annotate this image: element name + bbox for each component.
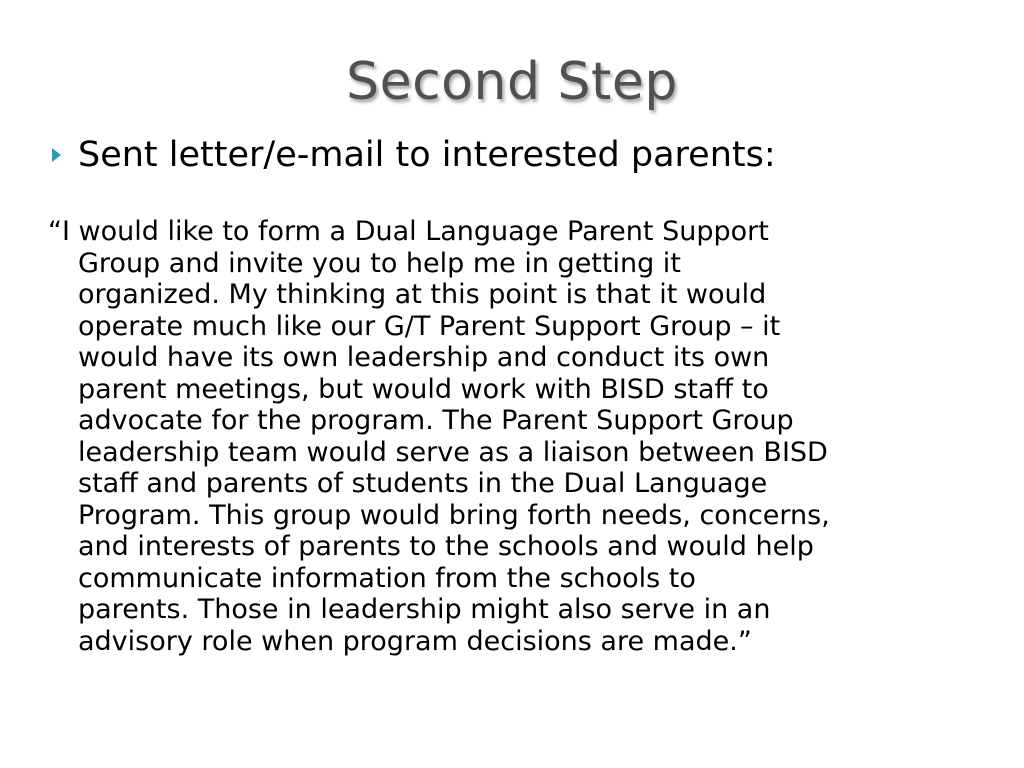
- quote-line: parent meetings, but would work with BISD staff to: [78, 373, 769, 405]
- quote-line: operate much like our G/T Parent Support Group – it: [78, 310, 781, 342]
- quote-line: communicate information from the schools to: [78, 562, 696, 594]
- quote-line: advisory role when program decisions are made.”: [78, 625, 752, 657]
- quote-line: parents. Those in leadership might also serve in an: [78, 594, 771, 625]
- quote-line: staff and parents of students in the Dual Language: [78, 468, 768, 499]
- quoted-letter: [48, 216, 998, 657]
- quote-line: Program. This group would bring forth needs, concerns,: [78, 499, 830, 531]
- triangle-bullet-icon: [52, 148, 61, 162]
- quote-line: “I would like to form a Dual Language Parent Support: [48, 216, 769, 247]
- quote-line: and interests of parents to the schools and would help: [78, 531, 814, 562]
- bullet-item: [52, 133, 992, 179]
- quote-line: Group and invite you to help me in getting it: [78, 247, 681, 279]
- quote-line: leadership team would serve as a liaison between BISD: [78, 436, 828, 468]
- slide-title: Second Step: [346, 52, 678, 112]
- quote-line: advocate for the program. The Parent Support Group: [78, 405, 794, 436]
- quote-line: would have its own leadership and conduct its own: [78, 342, 770, 373]
- bullet-text: Sent letter/e-mail to interested parents:: [78, 135, 776, 175]
- quote-line: organized. My thinking at this point is that it would: [78, 279, 767, 310]
